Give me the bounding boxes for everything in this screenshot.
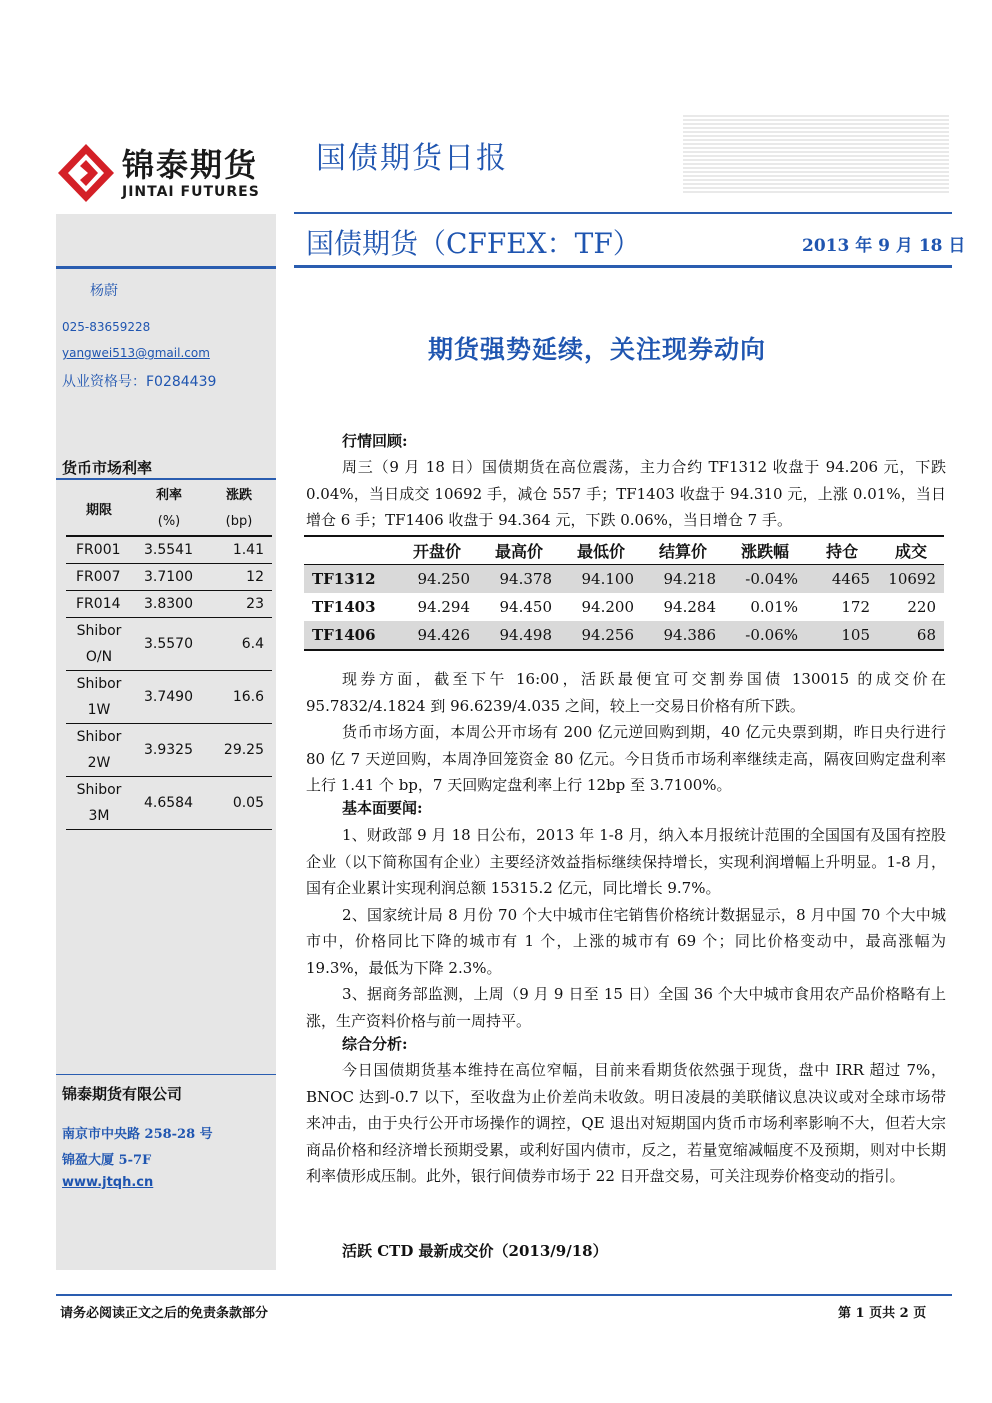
settle-cell: 94.386 (642, 621, 724, 650)
analysis-paragraph (306, 1057, 946, 1190)
header-change (206, 482, 272, 536)
high-cell: 94.378 (478, 565, 560, 594)
section-title-analysis: 综合分析: (342, 1035, 408, 1053)
divider (56, 1074, 276, 1075)
term-cell (66, 617, 132, 670)
table-row (66, 723, 272, 776)
table-row (66, 563, 272, 590)
header-rate (132, 482, 206, 536)
header-cell: 涨跌幅 (724, 536, 806, 565)
report-title: 国债期货日报 (316, 141, 508, 176)
company-address: 南京市中央路 258-28 号 (62, 1127, 213, 1142)
header-rate-label: 利率 (155, 487, 182, 503)
term-line1: Shibor (76, 781, 122, 798)
product-title: 国债期货（CFFEX：TF） (306, 227, 641, 260)
rate-cell: 3.7490 (144, 688, 193, 705)
change-cell: 0.05 (232, 794, 264, 811)
term-line1: Shibor (76, 728, 122, 745)
paragraph: 3、据商务部监测，上周（9 月 9 日至 15 日）全国 36 个大中城市食用农产品价格略有上涨，生产资料价格与前一周持平。 (306, 985, 946, 1030)
company-name: 锦泰期货有限公司 (62, 1085, 183, 1103)
analyst-license: 从业资格号：F0284439 (62, 374, 217, 390)
settle-cell: 94.218 (642, 565, 724, 594)
change-cell: 16.6 (232, 688, 264, 705)
header-term: 期限 (85, 503, 112, 518)
fundamentals-paragraphs (306, 822, 946, 1034)
header-cell (304, 536, 396, 565)
open-interest-cell: 4465 (806, 565, 878, 594)
volume-cell: 10692 (878, 565, 944, 594)
open-interest-cell: 105 (806, 621, 878, 650)
table-row (304, 565, 944, 594)
paragraph: 2、国家统计局 8 月份 70 个大中城市住宅销售价格统计数据显示，8 月中国 70 个大中城市中，价格同比下降的城市有 1 个，上涨的城市有 69 个；同比价格变动中，最高涨幅为 19.3%，最低为下降 2.3%。 (306, 905, 946, 977)
analyst-phone: 025-83659228 (62, 320, 151, 334)
table-row (304, 593, 944, 621)
contract-cell: TF1403 (312, 598, 376, 616)
term-cell (66, 670, 132, 723)
table-header-row (66, 482, 272, 536)
high-cell: 94.498 (478, 621, 560, 650)
ctd-title: 活跃 CTD 最新成交价（2013/9/18） (342, 1242, 608, 1260)
header-cell: 持仓 (806, 536, 878, 565)
contract-cell: TF1312 (304, 565, 396, 594)
term-line1: Shibor (76, 675, 122, 692)
table-header-row (304, 536, 944, 565)
headline: 期货强势延续，关注现券动向 (428, 335, 767, 364)
table-row (66, 617, 272, 670)
spot-paragraphs (306, 666, 946, 799)
term-cell: FR001 (76, 541, 121, 558)
volume-cell: 68 (878, 621, 944, 650)
header-change-label: 涨跌 (225, 487, 252, 503)
term-cell: FR014 (76, 595, 121, 612)
paragraph: 现券方面，截至下午 16:00，活跃最便宜可交割券国债 130015 的成交价在 95.7832/4.1824 到 96.6239/4.035 之间，较上一交易日价格有所下跌。 (306, 670, 946, 715)
open-cell: 94.294 (417, 598, 470, 616)
term-cell (66, 776, 132, 829)
company-logo (58, 138, 278, 208)
low-cell: 94.200 (581, 598, 634, 616)
open-interest-cell: 172 (841, 598, 870, 616)
change-cell: -0.04% (724, 565, 806, 594)
settle-cell: 94.284 (663, 598, 716, 616)
paragraph: 周三（9 月 18 日）国债期货在高位震荡，主力合约 TF1312 收盘于 94.206 元，下跌 0.04%，当日成交 10692 手，减仓 557 手；TF1403 收盘于 94.310 元，上涨 0.01%，当日增仓 6 手；TF1406 收盘于 94.364 元，下跌 0.06%，当日增仓 7 手。 (306, 458, 946, 529)
term-line2: 1W (87, 701, 111, 718)
table-row (66, 776, 272, 829)
header-cell: 最低价 (560, 536, 642, 565)
rate-cell: 3.8300 (144, 595, 193, 612)
analyst-email-link[interactable]: yangwei513@gmail.com (62, 346, 210, 360)
change-cell: 29.25 (223, 741, 264, 758)
paragraph: 今日国债期货基本维持在高位窄幅，目前来看期货依然强于现货，盘中 IRR 超过 7%，BNOC 达到-0.7 以下，至收盘为止价差尚未收敛。明日凌晨的美联储议息决议或对全球市场带来冲击，由于央行公开市场操作的调控，QE 退出对短期国内货币市场利率影响不大，但若大宗商品价格和经济增长预期受累，或利好国内债市，反之，若量宽缩减幅度不及预期，则对中长期利率债形成压制。此外，银行间债券市场于 22 日开盘交易，可关注现券价格变动的指引。 (306, 1061, 946, 1185)
header-cell: 开盘价 (396, 536, 478, 565)
futures-table (304, 535, 944, 651)
paragraph: 1、财政部 9 月 18 日公布，2013 年 1-8 月，纳入本月报统计范围的全国国有及国有控股企业（以下简称国有企业）主要经济效益指标继续保持增长，实现利润增幅上升明显。1-8 月，国有企业累计实现利润总额 15315.2 亿元，同比增长 9.7%。 (306, 826, 946, 897)
change-cell: 6.4 (241, 635, 264, 652)
change-cell: 23 (246, 595, 264, 612)
money-market-table (66, 482, 272, 830)
header-cell: 最高价 (478, 536, 560, 565)
header-change-unit: (bp) (225, 513, 253, 529)
brand-name-en: JINTAI FUTURES (122, 184, 260, 200)
header-rate-unit: (%) (157, 513, 181, 529)
analyst-name: 杨蔚 (90, 283, 118, 299)
section-title-review: 行情回顾: (342, 432, 408, 450)
volume-cell: 220 (907, 598, 936, 616)
table-row (66, 670, 272, 723)
divider (294, 265, 952, 268)
change-cell: -0.06% (724, 621, 806, 650)
divider (56, 1294, 952, 1296)
rate-cell: 3.9325 (144, 741, 193, 758)
open-cell: 94.426 (396, 621, 478, 650)
rate-cell: 3.5570 (144, 635, 193, 652)
logo-mark-icon (58, 144, 114, 202)
money-market-title: 货币市场利率 (62, 459, 153, 477)
table-row (66, 536, 272, 563)
paragraph: 货币市场方面，本周公开市场有 200 亿元逆回购到期，40 亿元央票到期，昨日央行进行 80 亿 7 天逆回购，本周净回笼资金 80 亿元。今日货币市场利率继续走高，隔夜回购定盘利率上行 1.41 个 bp，7 天回购定盘利率上行 12bp 至 3.7100%。 (306, 723, 946, 794)
term-line2: 3M (88, 807, 110, 824)
brand-name-cn: 锦泰期货 (122, 146, 259, 184)
contract-cell: TF1406 (304, 621, 396, 650)
rate-cell: 3.7100 (144, 568, 193, 585)
term-line2: O/N (85, 648, 113, 665)
low-cell: 94.256 (560, 621, 642, 650)
report-date: 2013 年 9 月 18 日 (802, 236, 966, 256)
low-cell: 94.100 (560, 565, 642, 594)
decorative-stripes (683, 115, 949, 195)
divider (294, 212, 952, 214)
term-cell: FR007 (76, 568, 121, 585)
rate-cell: 4.6584 (144, 794, 193, 811)
term-line2: 2W (87, 754, 111, 771)
change-cell: 12 (246, 568, 264, 585)
open-cell: 94.250 (396, 565, 478, 594)
divider (56, 478, 276, 480)
high-cell: 94.450 (499, 598, 552, 616)
section-title-fundamentals: 基本面要闻: (342, 799, 423, 817)
footer-disclaimer: 请务必阅读正文之后的免责条款部分 (60, 1306, 269, 1321)
company-building: 锦盈大厦 5-7F (62, 1153, 152, 1168)
company-website-link[interactable]: www.jtqh.cn (62, 1175, 154, 1190)
header-cell: 结算价 (642, 536, 724, 565)
change-cell: 1.41 (232, 541, 264, 558)
rate-cell: 3.5541 (144, 541, 193, 558)
change-cell: 0.01% (750, 598, 798, 616)
divider (56, 266, 276, 269)
term-cell (66, 723, 132, 776)
review-paragraph (306, 454, 946, 534)
header-cell: 成交 (878, 536, 944, 565)
page-number: 第 1 页共 2 页 (838, 1306, 927, 1321)
table-row (304, 621, 944, 650)
table-row (66, 590, 272, 617)
term-line1: Shibor (76, 622, 122, 639)
